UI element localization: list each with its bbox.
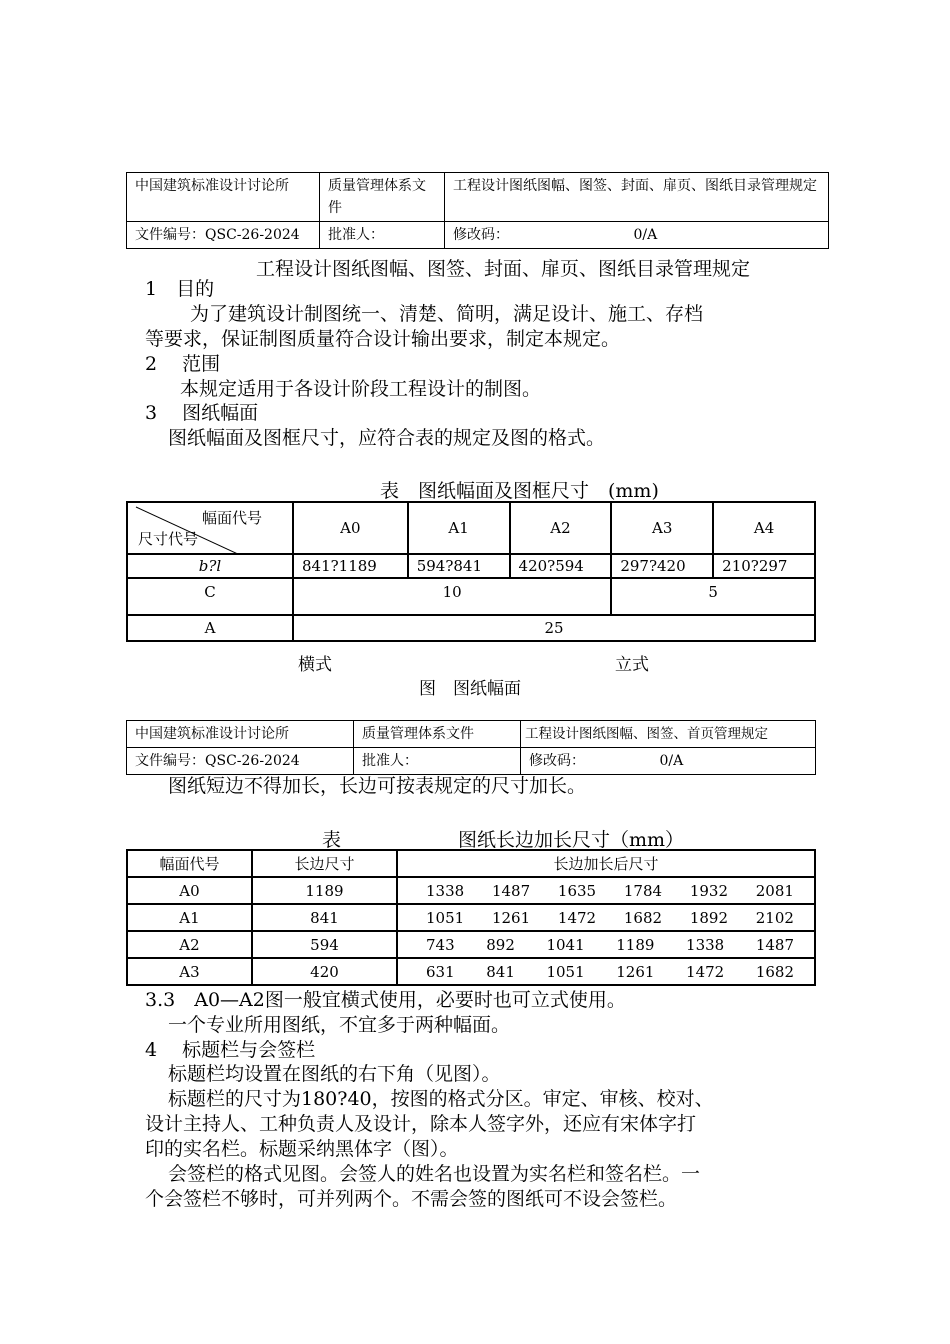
t2-a0-ext-1: 1338 <box>426 881 465 900</box>
header2-approver: 批准人： <box>354 748 521 775</box>
t2-row-a0-code: A0 <box>127 877 252 904</box>
revision-value: 0/A <box>633 227 658 243</box>
c-value-a3-a4: 5 <box>611 578 815 615</box>
figure-label-horizontal: 横式 <box>298 655 332 675</box>
section-4-para-1: 标题栏均设置在图纸的右下角（见图）。 <box>168 1063 501 1085</box>
bl-a0: 841?1189 <box>293 554 408 578</box>
t2-a0-ext-4: 1784 <box>623 881 663 900</box>
header-system-doc: 质量管理体系文件 <box>320 173 445 222</box>
t2-header-ext: 长边加长后尺寸 <box>397 850 815 877</box>
t2-row-a3-ext <box>397 958 815 985</box>
doc-header-table-2 <box>126 720 816 775</box>
t2-a1-ext-4: 1682 <box>623 908 663 927</box>
revision2-label: 修改码： <box>529 753 585 769</box>
bl-a4: 210?297 <box>713 554 815 578</box>
t2-a1-ext-3: 1472 <box>557 908 597 927</box>
code-a3: A3 <box>611 502 713 554</box>
section-3-text: 图纸幅面及图框尺寸，应符合表的规定及图的格式。 <box>168 427 606 449</box>
header-org: 中国建筑标准设计讨论所 <box>127 173 320 222</box>
section-4-para-2-line-3: 印的实名栏。标题采纳黑体字（图）。 <box>145 1138 459 1160</box>
section-4-para-2-line-1: 标题栏的尺寸为180?40，按图的格式分区。审定、审核、校对、 <box>168 1088 714 1110</box>
t2-a3-ext-2: 841 <box>486 962 515 981</box>
header2-revision <box>521 748 816 775</box>
row-bl-label: b?l <box>127 554 293 578</box>
t2-header-code: 幅面代号 <box>127 850 252 877</box>
t2-a1-ext-2: 1261 <box>491 908 531 927</box>
code-a1: A1 <box>408 502 510 554</box>
table2-caption: 图纸长边加长尺寸（mm） <box>458 829 685 851</box>
t2-a3-ext-6: 1682 <box>755 962 794 981</box>
section-2-heading: 2 范围 <box>145 353 221 375</box>
t2-row-a0-long: 1189 <box>252 877 397 904</box>
figure-caption: 图 图纸幅面 <box>419 679 521 699</box>
t2-a3-ext-4: 1261 <box>616 962 655 981</box>
section-4-para-2-line-2: 设计主持人、工种负责人及设计，除本人签字外，还应有宋体字打 <box>145 1113 697 1135</box>
c-value-a0-a2: 10 <box>293 578 611 615</box>
section-1-heading: 1 目的 <box>145 278 215 300</box>
doc-header-table <box>126 172 829 249</box>
section-2-text: 本规定适用于各设计阶段工程设计的制图。 <box>180 378 542 400</box>
header2-doc-no: 文件编号：QSC-26-2024 <box>127 748 354 775</box>
t2-a1-ext-1: 1051 <box>426 908 465 927</box>
t2-a0-ext-5: 1932 <box>689 881 728 900</box>
section-3-3: 3.3 A0—A2图一般宜横式使用，必要时也可立式使用。 <box>145 989 626 1011</box>
t2-row-a2-ext <box>397 931 815 958</box>
t2-row-a1-long: 841 <box>252 904 397 931</box>
corner-cell <box>127 502 293 554</box>
bl-a3: 297?420 <box>611 554 713 578</box>
t2-row-a3-long: 420 <box>252 958 397 985</box>
header-doc-title: 工程设计图纸图幅、图签、封面、扉页、图纸目录管理规定 <box>445 173 829 222</box>
header2-org: 中国建筑标准设计讨论所 <box>127 721 354 748</box>
table1-caption: 表 图纸幅面及图框尺寸 (mm) <box>380 480 659 502</box>
t2-a3-ext-5: 1472 <box>686 962 725 981</box>
t2-a2-ext-5: 1338 <box>686 935 725 954</box>
section-1-line-2: 等要求，保证制图质量符合设计输出要求，制定本规定。 <box>145 328 621 350</box>
t2-a2-ext-1: 743 <box>426 935 455 954</box>
extend-note: 图纸短边不得加长，长边可按表规定的尺寸加长。 <box>168 775 587 797</box>
t2-a0-ext-6: 2081 <box>755 881 794 900</box>
section-3-heading: 3 图纸幅面 <box>145 402 259 424</box>
a-value: 25 <box>293 615 815 641</box>
row-c-label: C <box>127 578 293 615</box>
t2-row-a3-code: A3 <box>127 958 252 985</box>
section-3-3-note: 一个专业所用图纸，不宜多于两种幅面。 <box>168 1014 511 1036</box>
page-title: 工程设计图纸图幅、图签、封面、扉页、图纸目录管理规定 <box>256 258 751 280</box>
t2-row-a1-ext <box>397 904 815 931</box>
revision2-value: 0/A <box>659 753 684 769</box>
t2-a3-ext-3: 1051 <box>546 962 585 981</box>
code-a4: A4 <box>713 502 815 554</box>
code-a0: A0 <box>293 502 408 554</box>
t2-a3-ext-1: 631 <box>426 962 455 981</box>
t2-a2-ext-3: 1041 <box>546 935 585 954</box>
t2-a0-ext-3: 1635 <box>557 881 597 900</box>
section-4-heading: 4 标题栏与会签栏 <box>145 1039 316 1061</box>
revision-label: 修改码： <box>453 227 509 243</box>
t2-a2-ext-4: 1189 <box>616 935 655 954</box>
table2-caption-prefix: 表 <box>322 829 342 851</box>
figure-label-vertical: 立式 <box>615 655 649 675</box>
row-a-label: A <box>127 615 293 641</box>
header2-system-doc: 质量管理体系文件 <box>354 721 521 748</box>
t2-a1-ext-6: 2102 <box>755 908 794 927</box>
header-revision <box>445 222 829 249</box>
header-doc-no: 文件编号：QSC-26-2024 <box>127 222 320 249</box>
corner-bottom-label: 尺寸代号 <box>138 530 199 548</box>
bl-a2: 420?594 <box>510 554 612 578</box>
corner-top-label: 幅面代号 <box>201 509 262 527</box>
t2-row-a2-code: A2 <box>127 931 252 958</box>
section-4-para-3-line-1: 会签栏的格式见图。会签人的姓名也设置为实名栏和签名栏。一 <box>168 1163 701 1185</box>
header-approver: 批准人： <box>320 222 445 249</box>
bl-a1: 594?841 <box>408 554 510 578</box>
t2-header-long: 长边尺寸 <box>252 850 397 877</box>
t2-a2-ext-2: 892 <box>486 935 515 954</box>
paper-size-table <box>126 501 816 642</box>
t2-row-a2-long: 594 <box>252 931 397 958</box>
t2-a0-ext-2: 1487 <box>491 881 531 900</box>
t2-a2-ext-6: 1487 <box>755 935 794 954</box>
section-4-para-3-line-2: 个会签栏不够时，可并列两个。不需会签的图纸可不设会签栏。 <box>145 1188 678 1210</box>
t2-row-a1-code: A1 <box>127 904 252 931</box>
t2-row-a0-ext <box>397 877 815 904</box>
header2-doc-title: 工程设计图纸图幅、图签、首页管理规定 <box>521 721 816 748</box>
t2-a1-ext-5: 1892 <box>689 908 728 927</box>
long-side-extension-table <box>126 849 816 986</box>
section-1-line-1: 为了建筑设计制图统一、清楚、简明，满足设计、施工、存档 <box>190 303 704 325</box>
code-a2: A2 <box>510 502 612 554</box>
